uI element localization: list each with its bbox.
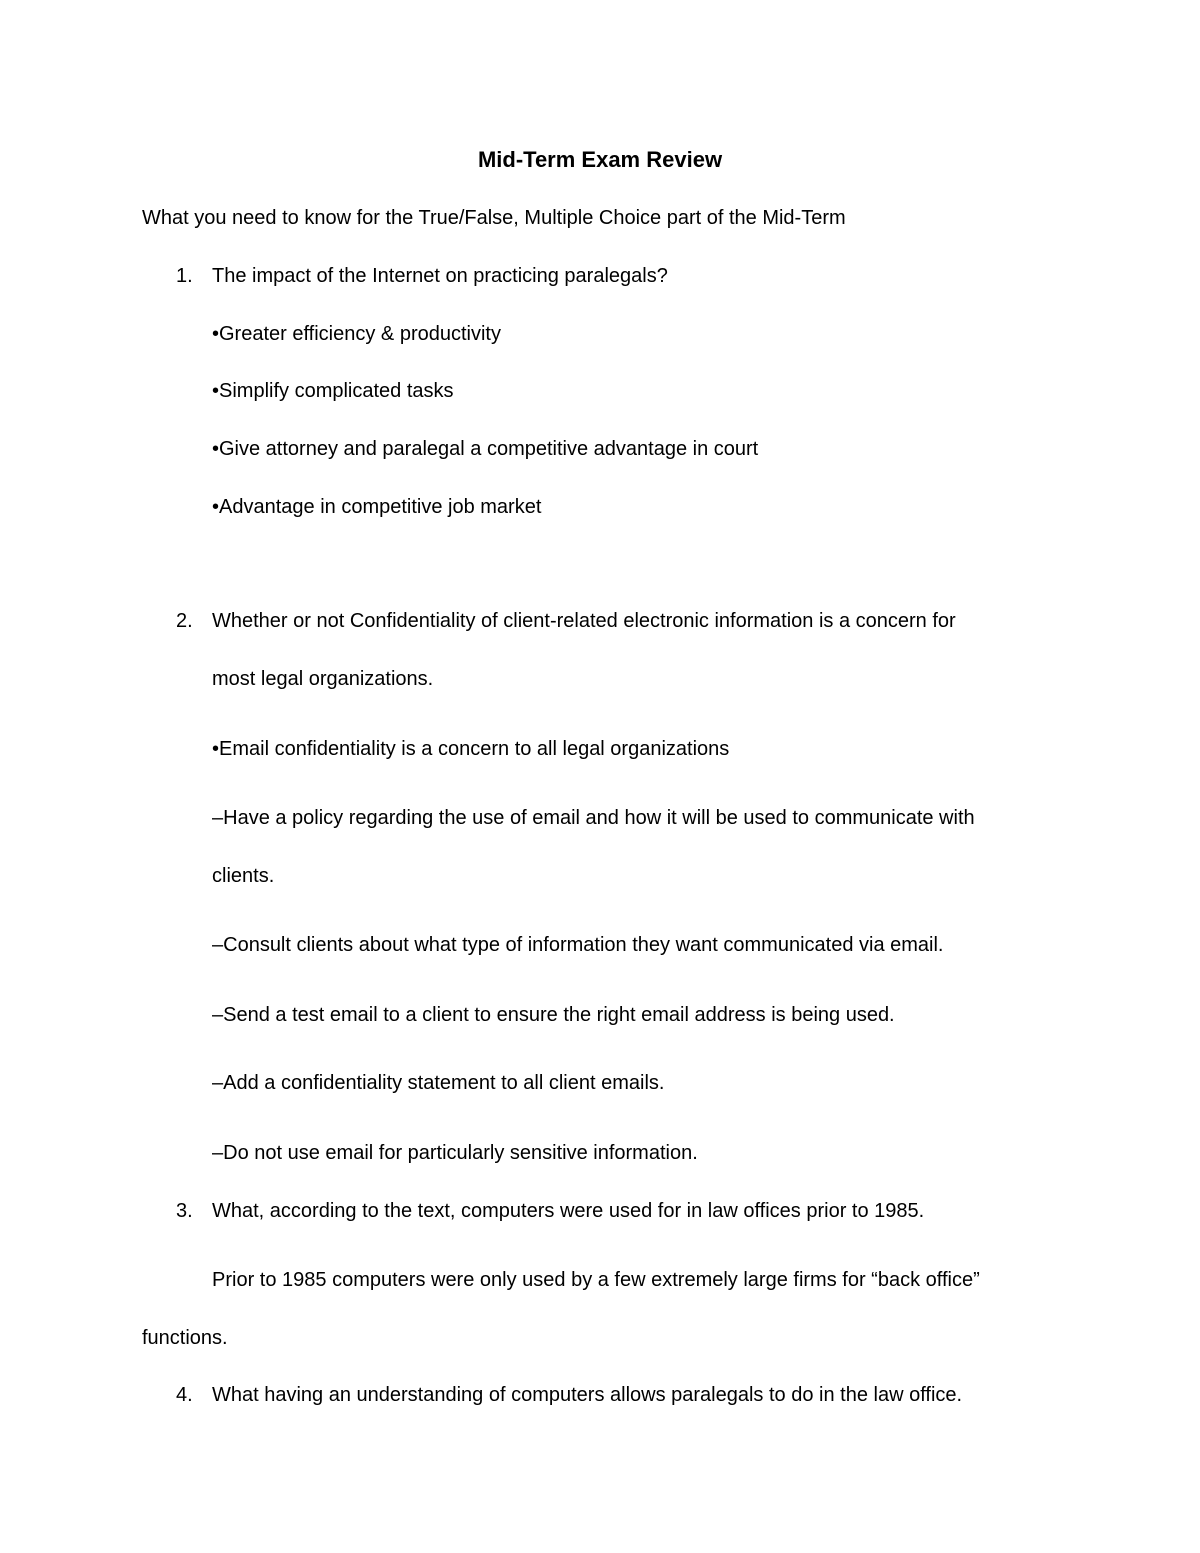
q3-number: 3. xyxy=(176,1200,193,1222)
q2-dash-item: –Do not use email for particularly sensitive information. xyxy=(212,1142,698,1164)
q2-dash-item: –Have a policy regarding the use of email and how it will be used to communicate with xyxy=(212,807,975,829)
page-title: Mid-Term Exam Review xyxy=(477,147,723,172)
q4-text: What having an understanding of computers allows paralegals to do in the law office. xyxy=(212,1384,963,1406)
q2-bullet: •Email confidentiality is a concern to all legal organizations xyxy=(212,738,730,760)
q3-answer: Prior to 1985 computers were only used by a few extremely large firms for “back office” xyxy=(212,1269,980,1291)
q2-dash-item-continued: clients. xyxy=(212,865,275,887)
q2-dash-item: –Send a test email to a client to ensure the right email address is being used. xyxy=(212,1004,895,1026)
q2-number: 2. xyxy=(176,610,193,632)
intro-text: What you need to know for the True/False, Multiple Choice part of the Mid-Term xyxy=(142,207,846,229)
q3-answer-continued: functions. xyxy=(142,1327,228,1349)
q1-bullet: •Give attorney and paralegal a competitive advantage in court xyxy=(212,438,759,460)
q2-text: Whether or not Confidentiality of client-related electronic information is a concern for xyxy=(212,610,956,632)
q1-number: 1. xyxy=(176,265,193,287)
q1-bullet: •Advantage in competitive job market xyxy=(212,496,542,518)
q1-bullet: •Simplify complicated tasks xyxy=(212,380,454,402)
q2-dash-item: –Consult clients about what type of information they want communicated via email. xyxy=(212,934,944,956)
q1-bullet: •Greater efficiency & productivity xyxy=(212,323,501,345)
q2-dash-item: –Add a confidentiality statement to all client emails. xyxy=(212,1072,665,1094)
q1-text: The impact of the Internet on practicing paralegals? xyxy=(212,265,668,287)
q2-text-continued: most legal organizations. xyxy=(212,668,434,690)
q4-number: 4. xyxy=(176,1384,193,1406)
q3-text: What, according to the text, computers were used for in law offices prior to 1985. xyxy=(212,1200,925,1222)
